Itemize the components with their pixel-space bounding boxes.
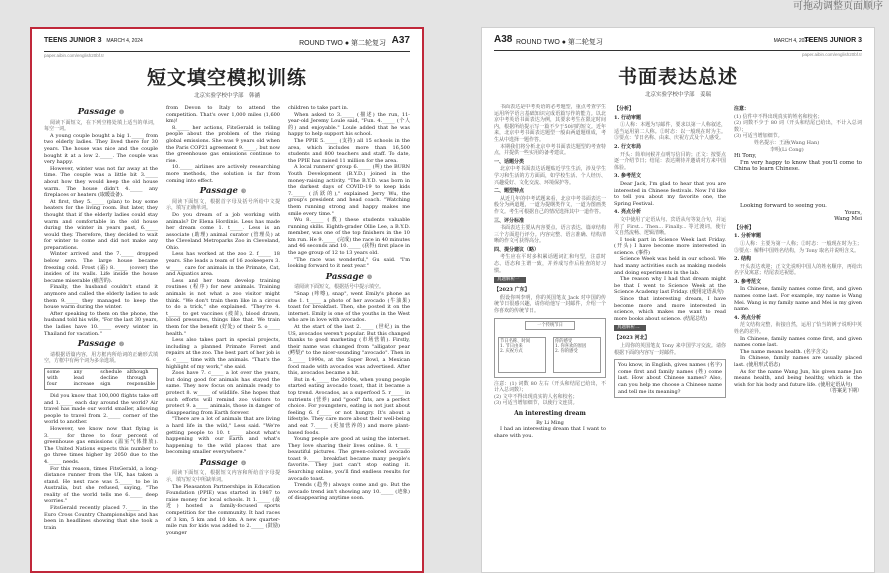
note-line: (3) 可适当增加细节，以使行文连贯。 <box>494 400 578 407</box>
author-byline: 北京实验学校中学部 韩涵 <box>193 93 260 99</box>
number-2-icon: ❷ <box>118 341 125 349</box>
essay-para: In Chinese, family names come first, and given names come last. <box>734 335 862 349</box>
passage-1-para: At first, they 5._____ (plan) to buy some heaters for the living room. But later, they thought that if the elderly ladies could stay warm and comfortable in the old house during the winter in years past, 6._____ would they. Therefore, they decided to wait for winter to come and did not make any preparations. <box>44 198 158 251</box>
issue-date: MARCH 4, 2024 <box>106 38 143 44</box>
passage-3-para: "There are a lot of animals that are living a hard life in the wild," Less said. "We're getting people to 10. t_____ about what's happening with our Earth and what's happening to the wild places that are becoming smaller everywhere." <box>166 416 280 456</box>
brand-name: TEENS JUNIOR 3 <box>804 37 862 44</box>
section-text: 开头：简单问候并点明写信目的；正文：按要点逐一介绍节日；结尾：表达期待并邀请对方来中国体验。 <box>614 151 726 171</box>
writing-space <box>734 173 862 203</box>
name-hint: 姓名提示：王涵(Wang Han) <box>754 139 820 146</box>
passage-2-para: Did you know that 100,000 flights take off and 1._____ each day around the world? Air travel has made our world smaller, allowing people to travel from 2._____ corner of the world to another. <box>44 392 158 426</box>
passage-2-title: Passage ❷ <box>77 339 125 350</box>
section-heading: 3. 参考范文 <box>734 278 761 285</box>
passage-3-para: Zoos have 7. c_____ a lot over the years, but doing good for animals has stayed the same. They now focus on animals ready to protect 8. w_____ of wildlife. She hopes that such efforts will remind zoo visitors to protect 9. a_____ animals, those in danger of disappearing from Earth forever. <box>166 370 280 416</box>
page-left[interactable] <box>30 27 424 573</box>
passage-1-para: Finally, the husband couldn't stand it anymore and called the elderly ladies to ask them 9._____ they managed to keep the house warm during the winter. <box>44 284 158 311</box>
passage-4-para: When asked to 3._____ (描述) the run, 11-year-old Jeremy Loule said, "Fun. 4._____ (个人的) and enjoyable." Loule added that he was happy to help support his school. <box>288 111 410 138</box>
section-text: 书面表达主要从内容要点、语言表达、篇章结构三个方面进行评分。内容完整、语言准确、结构清晰的作文可获得高分。 <box>494 225 606 245</box>
mind-map-diagram <box>494 318 606 378</box>
page-right[interactable] <box>481 27 875 573</box>
letter-line: Hi Tony, <box>734 153 757 160</box>
note-line: (1) 信件中不得出现真实的姓名和校名； <box>734 113 823 120</box>
passage-1-title: Passage ❶ <box>77 107 125 117</box>
header-subline: paper.aibin.com/english20bf.tr <box>44 53 105 58</box>
essay-para: The name means health. (名字含义) <box>740 348 828 355</box>
exam-label: 【2023 河北】 <box>614 335 650 342</box>
letter-prompt-text: You know, in English, gives names (名字) come first and family names (姓) come last. How about Chinese names? Also, can you help me choose a Chinese name and tell me its meaning? <box>618 362 722 395</box>
essay-para: Since that interesting dream, I have become more and more interested in science, which makes me want to read more books about science. (结尾总结) <box>614 296 726 322</box>
passage-5-para: Trends (趋势) always come and go. But the avocado trend isn't showing any 10._____ (迹象) of disappearing anytime soon. <box>288 482 410 502</box>
passage-5-para: At the start of the last 2._____ (世纪) in the US, avocados weren't popular. But this changed thanks to good marketing (市场营销). Firstly, their name was changed from "alligator pear (鳄梨)" to the nicer-sounding "avocado". Then in 3._____ 1990s, at the Super Bowl, a Mexican food made with avocados was advertised. After this, avocados became a hit. <box>288 324 410 377</box>
mind-map-right-item: 2. 你的感受 <box>555 349 578 355</box>
left-page-header <box>44 37 410 51</box>
passage-2-para: 8._____ her actions, FitsGerald is telling people about the problem of the rising global emissions. She was 9 years old when the Paris COP21 agreement 9._____, but now the greenhouse gas emissions continue to rise. <box>166 124 280 164</box>
letter-line: Wang Mei <box>834 216 862 223</box>
section-text: In Chinese, family names come first, and given names come last. For example, my name is Wang Mei. Wang is my family name and Mei is my given name. <box>734 286 862 313</box>
intro-para: 本期我们将分析北京中考书面表达题型的考查特点，并提供一些实用的备考建议。 <box>494 143 606 157</box>
number-3-icon: ❸ <box>240 188 247 196</box>
section-label: ROUND TWO ● 第二轮复习 <box>299 40 386 47</box>
passage-3-para: Less and her team develop training routines (程序) for new animals. Training animals is not what a zoo visitor might think. "We don't train them like in a circus to do a trick," she explained. "They're 4. t_____ to get vaccines (疫苗), blood drawn, blood pressures, things like that. We train them for the benefit (好处) of their 5. o_____ health." <box>166 277 280 337</box>
mind-map-right-item: 你的感受 <box>555 338 573 344</box>
issue-date: MARCH 4, 2024 <box>773 38 810 44</box>
passage-4-para: children to take part in. <box>288 105 349 111</box>
word-box-item: increase <box>73 381 95 387</box>
mind-map-left-item: 1. 节日由来 <box>500 344 523 350</box>
letter-line: Yours, <box>844 209 862 216</box>
passage-1-para: However, winter was not far away at the time. The couple was a little bit 3._____ about how they would keep the old house warm. The house didn't 4._____ any fireplaces or heaters (取暖设备). <box>44 165 158 199</box>
word-box-item: with <box>47 375 58 381</box>
passage-3-para: Do you dream of a job working with animals? Dr Elena Hordinis. Less has made her dream come 1. t_____. Less is an associate (助理) animal curator (管理员) at the Cleveland Metroparks Zoo in Cleveland, Ohio. <box>166 211 280 251</box>
essay-para: Science Week was held in our school. We had many activities such as making models and doing experiments in the lab. <box>614 256 726 276</box>
exam-analysis-tag-1: 真题解析一 <box>494 277 526 283</box>
passage-5-para: Young people are good at using the internet. They love sharing their lives online. 8. t_____ beautiful pictures. The green-colored avocado toast 9._____ breakfast became many people's favorite. They just can't stop eating it. Searching online, you'll find endless results for avocado toast. <box>288 436 410 482</box>
drag-reorder-hint: 可拖动调整页面顺序 <box>793 1 883 12</box>
number-1-icon: ❶ <box>118 109 125 116</box>
essay-para: As for the name Wang Jun, his given name Jun means health, and being healthy, which is the wish for his body and future life. (使用定语从句) <box>734 368 862 388</box>
passage-4-para: The Pleasanton Partnerships in Education Foundation (PPIE) was started in 1987 to raise money for local schools. It 1._____ (最近) hosted a family-focused sports competition for the community. It had races of 3 km, 5 km and 10 km. A new quarter-mile run for kids was added to 2._____ (鼓励) younger <box>166 483 280 536</box>
section-heading: 1. 行动审题 <box>614 114 641 121</box>
mind-map-right <box>553 337 601 373</box>
letter-line: Looking forward to seeing you. <box>740 202 827 209</box>
section-text: 开头表达欢迎；正文先说明中国人的姓名顺序，再给出名字及寓意；结尾表达祝愿。 <box>734 263 862 277</box>
passage-4-para: "The race was wonderful," Gu said. "I'm looking forward to it next year." <box>288 256 410 270</box>
exam-prompt: 上周你的英国笔友 Tony 来中国学习交流。请你根据下面的内容写一封邮件。 <box>614 343 726 356</box>
note-line: (3) 可适当增加细节。 <box>734 133 783 140</box>
passage-3-title: Passage ❸ <box>199 186 247 197</box>
essay-para: The reason why I had that dream might be that I went to Science Week at the Science Academy last Friday. (使用定语从句) <box>614 276 726 296</box>
note-line: (2) 文中不得出现真实的人名和校名； <box>494 393 578 400</box>
section-text: 范文结构完整，衔接自然，运用了恰当的例子说明中英姓名的差异。 <box>734 322 862 336</box>
mind-map-left-item: 节日名称、时间 <box>500 338 531 344</box>
section-text: Dear Jack, I'm glad to hear that you are interested in Chinese festivals. Now I'd like to tell you about my favorite one, the Spring Festival. <box>614 180 726 207</box>
note-heading: 注意： <box>734 106 750 112</box>
passage-4-para: The PPIE 5._____ (支持) all 15 schools in the area, which includes more than 16,500 students and 800 teachers and staff. To date, the PPIE has raised 11 million for the area. <box>288 137 410 164</box>
intro-para: 书面表达是中考英语的必考题型，重点考查学生运用所学语言基础知识完成语篇写作的能力。以北京中考英语书面表达为例，其要求考生在限定时间内，根据所给提示写一篇不少于50词的短文。近年来，北京中考书面表达题型一般由两道题组成，考生从中选择一题作答。 <box>494 104 606 143</box>
passage-3-para: Less also takes part in special projects, including a planned Primate Forest and repairs at the zoo. The best part of her job is 6. c_____ time with the animals. "That's the highlight of my work," she said. <box>166 337 280 370</box>
passage-4-instruction: 阅读下面短文，根据短文内容和所给首字母提示，填写短文中所缺单词。 <box>166 470 280 484</box>
section-text: 北京中考书面表达话题贴近学生生活，涉及学生学习和生活的方方面面，如学校生活、个人经历、兴趣爱好、文化交流、环境保护等。 <box>494 166 606 186</box>
letter-line: I'm very happy to know that you'll come to China to learn Chinese. <box>734 159 862 173</box>
passage-5-title: Passage ❺ <box>325 271 373 282</box>
note-line: (2) 词数不少于 80 词（开头和结尾已给出，不计入总词数）； <box>734 120 862 133</box>
word-box-item: some <box>47 369 60 375</box>
section-label: ROUND TWO ● 第二轮复习 <box>516 39 603 46</box>
section-heading: 4. 亮点分析 <box>614 209 641 216</box>
word-box-item: four <box>47 381 58 387</box>
page-number: A38 <box>494 34 513 45</box>
section-text: 从近几年的中考试题来看，北京中考书面表达一般分为两道题，一道为提纲类作文，一道为图画类作文。考生可根据自己的情况选择其中一道作答。 <box>494 195 606 215</box>
left-column-3 <box>288 105 410 567</box>
passage-1-para: A young couple bought a big 1._____ from two elderly ladies. They lived there for 30 years. The house was nice and the couple bought it at a low 2._____. The couple was very happy. <box>44 132 158 166</box>
passage-4-title: Passage ❹ <box>199 457 247 468</box>
note-line: 注意：(1) 词数 80 左右（开头和结尾已给出，不计入总词数）； <box>494 380 606 394</box>
passage-4-para: A local runners' group 6._____ (叫) the BURN Youth Development (B.Y.D.) joined in the money-raising activity. "The B.Y.D. was born in the darkest days of COVID-19 to keep kids 7._____ (活跃的)," explained Jerry Wu, the group's president and head coach. "Watching them running strong and happy makes me smile every time." <box>288 164 410 217</box>
essay-title: An interesting dream <box>514 410 586 417</box>
header-subline: paper.aibin.com/english20bf.tr <box>801 52 862 57</box>
page-number: A37 <box>391 35 410 46</box>
exam-label: 【2023 广东】 <box>494 287 530 294</box>
section-heading: 四、提分建议（略） <box>494 246 540 253</box>
essay-para: In Chinese, family names are usually placed last. (使用形式语态) <box>734 355 862 368</box>
section-heading: 2. 结构 <box>734 256 751 263</box>
passage-2-para: FitsGerald recently placed 7._____ in the Euro Cross Country Championships and has been in headlines showing that she took a train <box>44 505 158 531</box>
header-rule <box>494 50 862 51</box>
word-box-item: responsible <box>126 381 155 387</box>
exam-analysis-tag-2: 真题解析二 <box>614 325 646 331</box>
passage-3-para: Less has worked at the zoo 2. f_____ 18 years. She leads a team of 16 zookeepers 3. w_____ care for animals in the Primate, Cat, and Aquatics area. <box>166 251 280 278</box>
page-title: 书面表达总述 <box>617 66 738 88</box>
footer-note: （答案见下期） <box>826 388 862 395</box>
left-column-2 <box>166 105 280 567</box>
passage-4-para: Wu 8._____ (教) these students valuable running skills. Eighth-grader Ollie Lee, a B.Y.D. member, was one of the top finishers in the 10 km run. He 9._____ (完成) the race in 40 minutes and 46 seconds and 10._____ (获得) first place in the age group of 12 to 13 years old. <box>288 217 410 257</box>
brand-name: TEENS JUNIOR 3 <box>44 37 102 44</box>
name-hint: 李明(Li Cong) <box>770 146 804 153</box>
passage-1-para: After speaking to them on the phone, the husband told his wife, "For the last 30 years, the ladies have 10._____ every winter in Thailand for vacation." <box>44 310 158 337</box>
passage-2-para: For this reason, times FitsGerald, a long-distance runner from the UK, has taken a stand. He next race was 5._____ to be in Australia, but she refused, saying, "The reality of the world tells me 6._____ deep worries." <box>44 465 158 505</box>
page-title: 短文填空模拟训练 <box>146 67 307 89</box>
word-box-item: although <box>126 369 149 375</box>
section-text: 文中使用了定语从句、宾语从句等复合句，并运用了 First... Then... Finally... 等过渡词，使行文自然流畅、逻辑清晰。 <box>614 216 726 237</box>
passage-5-para: "Snap (咔嚓), snap", went Emily's phone as she 1. t_____ a photo of her avocado (牛油果) toast for breakfast. Then, she posted it on the internet. Emily is one of the youths in the West who are in love with avocados. <box>288 291 410 324</box>
passage-1-instruction: 阅读下面短文，在下列空格处填上适当的单词，每空一词。 <box>44 119 158 133</box>
word-box-item: any <box>73 369 83 375</box>
essay-para: I took part in Science Week last Friday. (开头) I have become more interested in science. (事件) <box>614 236 726 256</box>
mind-map-center: 一个传统节日 <box>525 321 575 330</box>
passage-5-instruction: 请阅读下面短文，根据括号中提示填空。 <box>294 284 385 291</box>
passage-2-continued: from Devon to Italy to attend the competition. That's over 1,000 miles (1,600 km)! <box>166 105 280 125</box>
section-text: ①人称：主要为第一人称；②时态：一般现在时为主；③要点：解释中国姓名结构，为 Tony 取名并说明含义。 <box>734 240 862 254</box>
section-heading: 1. 分析审题 <box>734 233 761 240</box>
passage-2-para: 10._____ airlines are actively researching more methods, the solution is far from coming into effect. <box>166 164 280 184</box>
word-box-item: decline <box>100 375 118 381</box>
section-heading: 2. 行文布局 <box>614 143 641 150</box>
passage-2-para: However, we know now that flying is 3._____ for three to four percent of greenhouse gas emissions (温室气体排放). The United Nations expects this number to go three times higher by 2050 due to the 4._____ needs. <box>44 425 158 465</box>
essay-line: I had an interesting dream that I want to share with you. <box>494 426 606 439</box>
passage-3-instruction: 阅读下面短文，根据首字母及括号所给中文提示，填写正确单词。 <box>166 198 280 212</box>
section-heading: 三、评分标准 <box>494 217 525 224</box>
section-heading: 二、题型特点 <box>494 188 525 195</box>
right-page-header <box>494 36 862 50</box>
passage-2-instruction: 请根据语篇内容，用方框内所给词的正确形式填空，方框中有两个词为多余选项。 <box>44 351 158 365</box>
section-heading: 4. 亮点分析 <box>734 314 761 321</box>
author-byline: 北京实验学校中学部 姜瑞 <box>644 92 711 98</box>
essay-line: By Li Ming <box>536 419 564 426</box>
left-column-1 <box>44 105 158 567</box>
letter-prompt-box <box>614 359 726 398</box>
section-heading: 3. 参考范文 <box>614 173 641 180</box>
word-box-item: sign <box>100 381 111 387</box>
mind-map-left-item: 2. 庆祝方式 <box>500 349 523 355</box>
header-rule <box>44 51 410 52</box>
mind-map-right-item: 1. 你喜欢的原因 <box>555 344 587 350</box>
right-column-3 <box>734 104 862 568</box>
word-box-item: schedule <box>100 369 122 375</box>
right-column-2 <box>614 104 726 568</box>
word-box-item: lead <box>73 375 84 381</box>
analysis-heading: 【分析】 <box>614 106 635 112</box>
mind-map-left <box>498 337 546 373</box>
section-text: ①人称：本题为写邮件，要求以第一人称叙述，适当运用第二人称。②时态：以一般现在时为主。③要点：节日名称、由来、庆祝方式及个人感受。 <box>614 122 726 142</box>
number-4-icon: ❹ <box>240 459 247 467</box>
passage-1-para: Winter arrived and the 7._____ dropped below zero. The large house became freezing cold. Frost (霜) 8._____ (cover) the insides of its walls. Life inside the house became miserable (痛苦的). <box>44 251 158 284</box>
number-5-icon: ❺ <box>366 273 373 281</box>
section-text: 考生应在平时多积累话题词汇和句型，注意时态、语态和主谓一致，并养成写作后检查的好习惯。 <box>494 254 606 274</box>
exam-prompt: 假设你叫李明，你的英国笔友 Jack 对中国的传统节日很感兴趣，请你给他写一封邮件，介绍一个你喜欢的传统节日。 <box>494 294 606 315</box>
word-box <box>44 368 158 390</box>
right-column-1 <box>494 104 606 568</box>
word-box-item: through <box>126 375 147 381</box>
section-heading: 一、话题分类 <box>494 158 525 165</box>
passage-5-para: But in 4._____ the 2000s, when young people started eating avocado toast, that it became a top trend. Avocados, as a superfood 5. r_____ in nutrients (营养) and "good" fats, are a perfect choice. For youngsters, eating is not just about feeling 6. f_____ or not hungry. It's about a lifestyle. They care more about their well-being and eat 7._____ (更加营养的) and more plant-based foods. <box>288 376 410 436</box>
analysis-heading: 【分析】 <box>734 224 755 231</box>
